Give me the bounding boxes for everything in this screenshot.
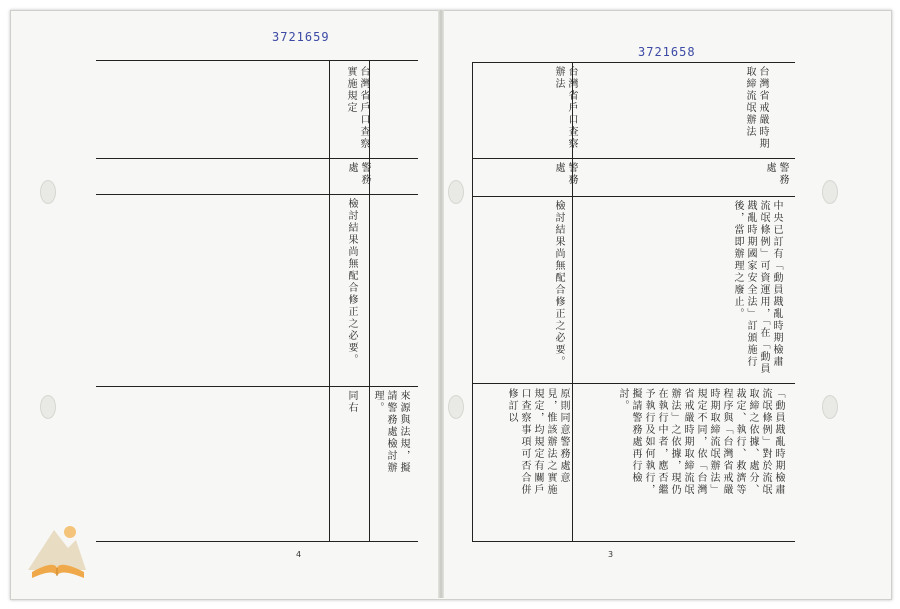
left-column-divider <box>329 61 330 541</box>
right-page-number: 3 <box>608 550 614 559</box>
right-row-divider <box>473 196 795 197</box>
left-page-number: 4 <box>296 550 302 559</box>
left-review-text: 檢討結果尚無配合修正之必要。 <box>346 198 357 366</box>
binder-hole <box>40 395 56 419</box>
left-row-divider <box>96 194 418 195</box>
right-title-col1: 台灣省戶口查察辦法 <box>553 66 577 150</box>
binder-hole <box>448 395 464 419</box>
right-review-col1: 檢討結果尚無配合修正之必要。 <box>553 200 564 368</box>
left-row-divider <box>96 158 418 159</box>
binder-hole <box>448 180 464 204</box>
binder-hole <box>822 180 838 204</box>
binder-hole <box>40 180 56 204</box>
right-serial-number: 3721658 <box>638 45 696 59</box>
right-review-col2: 中央已訂有「動員戡亂時期檢肅流氓條例」可資運用，「在「動員戡亂時期國家安全法」訂頒施行後，當即辦理之廢止。 <box>732 200 782 375</box>
left-recommendation-text: 來源與法規，擬請警務處檢討辦理。 <box>372 390 409 474</box>
left-row-divider <box>96 386 418 387</box>
right-note-col2: 「動員戡亂時期檢肅流氓條例」對於流氓取締之依據、處分、裁定、執行、救濟等程序與「台灣省戒嚴時期取締流氓辦法」規定不同，依「台灣省戒嚴時期取締流氓辦法」之依據，現仍在執行中者，應否繼予執行及如何執行，擬請警務處再行檢討。 <box>617 388 784 496</box>
right-title-col2: 台灣省戒嚴時期取締流氓辦法 <box>744 66 768 150</box>
left-title-text: 台灣省戶口查察實施規定 <box>345 66 369 150</box>
left-note-text: 同右 <box>346 390 357 414</box>
right-row-divider <box>473 158 795 159</box>
right-note-col1: 原則同意警務處意見，惟該辦法之實施規定，均規定有關戶口查察事項可否合併修訂以 <box>506 388 569 496</box>
left-serial-number: 3721659 <box>272 30 330 44</box>
right-agency-col2: 警務處 <box>764 162 788 186</box>
right-agency-col1: 警務處 <box>553 162 577 186</box>
binder-hole <box>822 395 838 419</box>
right-row-divider <box>473 383 795 384</box>
page-gutter <box>438 10 444 598</box>
left-agency-text: 警務處 <box>346 162 370 186</box>
mountain-book-emblem-icon <box>24 510 90 582</box>
